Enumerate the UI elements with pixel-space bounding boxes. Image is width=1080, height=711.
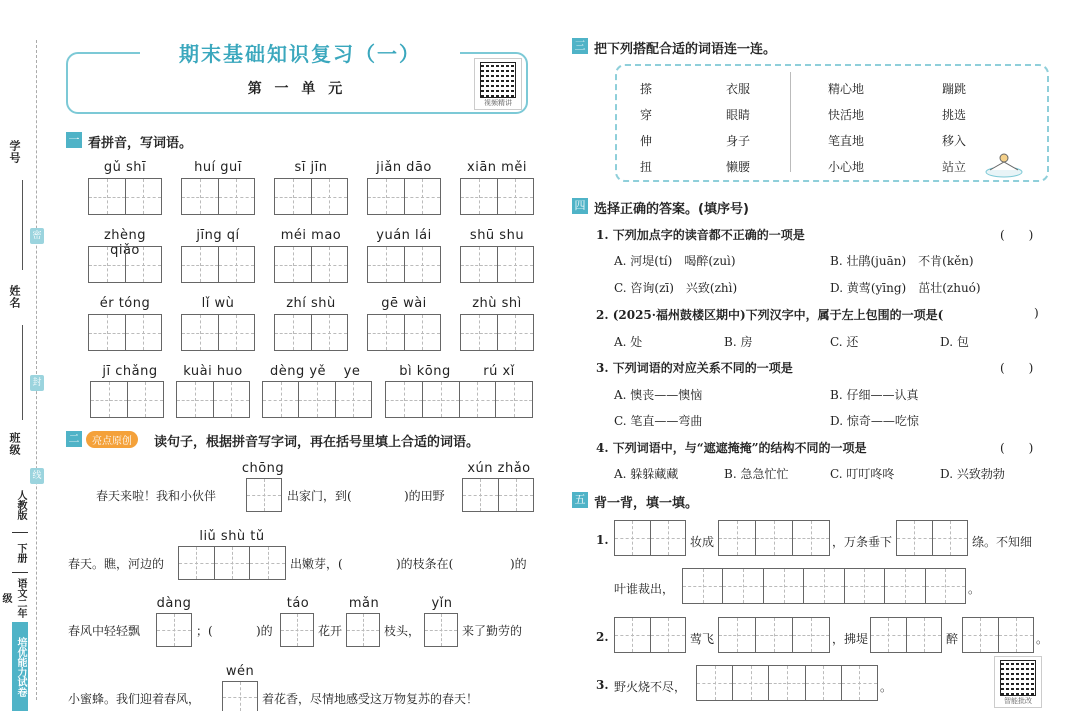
student-id-line: [22, 180, 23, 270]
section-title-1: 看拼音，写词语。: [88, 136, 193, 151]
seal-mark-mid: 封: [30, 375, 44, 391]
writing-grid[interactable]: [682, 568, 966, 604]
sentence-text: )的: [256, 624, 273, 638]
writing-grid[interactable]: [696, 665, 878, 701]
qr-caption-video: 视频精讲: [484, 99, 512, 107]
poem-text: 野火烧不尽，: [614, 680, 687, 694]
pinyin-label: dèng yě: [269, 364, 327, 379]
qr-code-grading[interactable]: [994, 656, 1042, 708]
writing-grid[interactable]: [460, 178, 534, 215]
sentence-text: 春风中轻轻飘: [68, 624, 141, 638]
match-word[interactable]: 懒腰: [726, 160, 751, 174]
sentence-text: )的: [510, 557, 527, 571]
question-stem: 4. 下列词语中，与“遮遮掩掩”的结构不同的一项是: [596, 441, 867, 455]
choice-option[interactable]: A. 懊丧——懊恼: [614, 388, 703, 402]
writing-grid[interactable]: [718, 617, 830, 653]
match-word[interactable]: 站立: [942, 160, 967, 174]
writing-grid[interactable]: [262, 381, 372, 418]
answer-paren[interactable]: ( ): [1000, 361, 1034, 375]
choice-option[interactable]: A. 躲躲藏藏: [614, 467, 679, 481]
pinyin-label: dàng: [156, 596, 192, 611]
poem-text: ，万条垂下: [832, 535, 893, 549]
match-word[interactable]: 快活地: [828, 108, 865, 122]
seal-mark-top: 密: [30, 228, 44, 244]
name-label: 姓名: [8, 285, 21, 309]
edition-tag: 人教版: [12, 480, 28, 530]
name-line: [22, 325, 23, 420]
sentence-text: 来了勤劳的: [462, 624, 523, 638]
match-word[interactable]: 眼睛: [726, 108, 751, 122]
match-word[interactable]: 扭: [640, 160, 653, 174]
choice-option[interactable]: B. 房: [724, 335, 753, 349]
pinyin-label: bì kōng: [399, 364, 451, 379]
writing-grid[interactable]: [870, 617, 942, 653]
sentence-text: 枝头，: [384, 624, 421, 638]
sentence-text: 出嫩芽，(: [290, 557, 343, 571]
match-word[interactable]: 伸: [640, 134, 653, 148]
writing-grid[interactable]: [280, 613, 314, 647]
highlight-tag: 亮点原创: [86, 431, 138, 448]
writing-grid[interactable]: [181, 178, 255, 215]
pinyin-label: chōng: [241, 461, 285, 476]
sentence-text: 花开: [318, 624, 343, 638]
writing-grid[interactable]: [385, 381, 533, 418]
sentence-text: )的枝条在(: [396, 557, 454, 571]
question-stem: 2. (2025·福州鼓楼区期中)下列汉字中，属于左上包围的一项是(: [596, 308, 944, 322]
page-title: 期末基础知识复习（一）: [140, 38, 460, 67]
choice-option[interactable]: A. 处: [614, 335, 643, 349]
question-number: 1.: [596, 533, 609, 547]
poem-text: 。: [968, 582, 981, 596]
writing-grid[interactable]: [460, 246, 534, 283]
match-word[interactable]: 精心地: [828, 82, 865, 96]
poem-text: ，拂堤: [832, 632, 869, 646]
pinyin-label: xún zhǎo: [467, 461, 531, 476]
pinyin-label: gē wài: [381, 296, 427, 311]
pinyin-label: kuài huo: [183, 364, 243, 379]
poem-text: 绦。不知细: [972, 535, 1033, 549]
writing-grid[interactable]: [462, 478, 534, 512]
matching-divider: [790, 72, 791, 172]
pinyin-label: shū shu: [469, 228, 525, 243]
sentence-text: 春天来啦！我和小伙伴: [96, 489, 217, 503]
writing-grid[interactable]: [962, 617, 1034, 653]
pinyin-label: ye: [343, 364, 361, 379]
writing-grid[interactable]: [718, 520, 830, 556]
pinyin-label: zhí shù: [286, 296, 336, 311]
pinyin-label: rú xǐ: [483, 364, 515, 379]
choice-option[interactable]: C. 叮叮咚咚: [830, 467, 895, 481]
section-badge-1: 一: [66, 132, 82, 148]
match-word[interactable]: 移入: [942, 134, 967, 148]
pinyin-label: mǎn: [348, 596, 380, 611]
match-word[interactable]: 身子: [726, 134, 751, 148]
writing-grid[interactable]: [896, 520, 968, 556]
question-stem: 1. 下列加点字的读音都不正确的一项是: [596, 228, 805, 242]
writing-grid[interactable]: [274, 246, 348, 283]
writing-grid[interactable]: [222, 681, 258, 711]
pinyin-label: táo: [286, 596, 310, 611]
match-word[interactable]: 衣服: [726, 82, 751, 96]
writing-grid[interactable]: [614, 617, 686, 653]
pinyin-label: yǐn: [431, 596, 453, 611]
binding-margin: [0, 0, 48, 711]
pinyin-label: zhù shì: [472, 296, 522, 311]
choice-option[interactable]: B. 急急忙忙: [724, 467, 789, 481]
pinyin-label: huí guī: [194, 160, 242, 175]
section-title-4: 选择正确的答案。(填序号): [594, 202, 749, 217]
poem-text: 。: [1036, 632, 1049, 646]
poem-text: 妆成: [690, 535, 715, 549]
pinyin-label: liǔ shù tǔ: [199, 529, 265, 544]
answer-paren[interactable]: ): [1034, 306, 1039, 320]
series-tag: 培优能力试卷: [12, 622, 28, 711]
choice-option[interactable]: D. 包: [940, 335, 969, 349]
writing-grid[interactable]: [88, 246, 162, 283]
match-word[interactable]: 蹦跳: [942, 82, 967, 96]
choice-option[interactable]: D. 兴致勃勃: [940, 467, 1005, 481]
writing-grid[interactable]: [88, 314, 162, 351]
choice-option[interactable]: C. 笔直——弯曲: [614, 414, 703, 428]
qr-code-icon: [480, 62, 516, 98]
writing-grid[interactable]: [246, 478, 282, 512]
match-word[interactable]: 笔直地: [828, 134, 865, 148]
qr-code-icon: [1000, 660, 1036, 696]
sentence-text: 出家门，到(: [287, 489, 352, 503]
poem-text: 。: [880, 680, 893, 694]
sentence-text: 春天。瞧，河边的: [68, 557, 165, 571]
question-number: 2.: [596, 630, 609, 644]
question-stem: 3. 下列词语的对应关系不同的一项是: [596, 361, 793, 375]
pinyin-label: jī chǎng: [102, 364, 158, 379]
writing-grid[interactable]: [367, 178, 441, 215]
section-badge-3: 三: [572, 38, 588, 54]
writing-grid[interactable]: [176, 381, 250, 418]
class-label: 班级: [8, 432, 21, 456]
match-word[interactable]: 小心地: [828, 160, 865, 174]
choice-option[interactable]: D. 惊奇——吃惊: [830, 414, 919, 428]
poem-text: 叶谁裁出，: [614, 582, 675, 596]
seal-mark-bottom: 线: [30, 468, 44, 484]
book-illustration-icon: [984, 150, 1024, 180]
section-badge-5: 五: [572, 492, 588, 508]
writing-grid[interactable]: [156, 613, 192, 647]
poem-text: 莺飞: [690, 632, 715, 646]
writing-grid[interactable]: [614, 520, 686, 556]
qr-code-video[interactable]: [474, 58, 522, 110]
choice-option[interactable]: B. 仔细——认真: [830, 388, 919, 402]
answer-paren[interactable]: ( ): [1000, 441, 1034, 455]
pinyin-label: ér tóng: [99, 296, 151, 311]
grade-subject-tag: 语文二年级: [12, 572, 28, 622]
writing-grid[interactable]: [181, 246, 255, 283]
binding-dashed-line: [36, 40, 37, 700]
volume-tag: 下册: [12, 532, 28, 572]
question-number: 3.: [596, 678, 609, 692]
pinyin-label: gǔ shī: [103, 160, 147, 175]
writing-grid[interactable]: [88, 178, 162, 215]
match-word[interactable]: 挑选: [942, 108, 967, 122]
section-title-5: 背一背，填一填。: [594, 496, 699, 511]
pinyin-label: jīng qí: [196, 228, 240, 243]
match-word[interactable]: 搽: [640, 82, 653, 96]
writing-grid[interactable]: [90, 381, 164, 418]
choice-option[interactable]: D. 黄莺(yīng) 茁壮(zhuó): [830, 281, 981, 295]
section-title-2: 读句子，根据拼音写字词，再在括号里填上合适的词语。: [154, 435, 480, 450]
choice-option[interactable]: C. 还: [830, 335, 859, 349]
writing-grid[interactable]: [367, 314, 441, 351]
match-word[interactable]: 穿: [640, 108, 653, 122]
writing-grid[interactable]: [178, 546, 286, 580]
pinyin-label: yuán lái: [376, 228, 432, 243]
qr-caption-grading: 智能批改: [1004, 697, 1032, 705]
choice-option[interactable]: C. 咨询(zī) 兴致(zhì): [614, 281, 738, 295]
student-id-label: 学号: [8, 140, 21, 164]
pinyin-label: wén: [225, 664, 255, 679]
writing-grid[interactable]: [460, 314, 534, 351]
sentence-text: ；(: [196, 624, 213, 638]
writing-grid[interactable]: [367, 246, 441, 283]
pinyin-label: lǐ wù: [201, 296, 235, 311]
section-badge-4: 四: [572, 198, 588, 214]
pinyin-label: jiǎn dāo: [376, 160, 432, 175]
writing-grid[interactable]: [274, 178, 348, 215]
writing-grid[interactable]: [424, 613, 458, 647]
pinyin-label: xiān měi: [467, 160, 527, 175]
answer-paren[interactable]: ( ): [1000, 228, 1034, 242]
sentence-text: 着花香，尽情地感受这万物复苏的春天！: [262, 692, 479, 706]
pinyin-label: méi mao: [280, 228, 342, 243]
section-title-3: 把下列搭配合适的词语连一连。: [594, 42, 777, 57]
sentence-text: )的田野: [404, 489, 445, 503]
pinyin-label: sī jīn: [294, 160, 328, 175]
choice-option[interactable]: A. 河堤(tí) 喝醉(zuì): [614, 254, 736, 268]
section-badge-2: 二: [66, 431, 82, 447]
sentence-text: 小蜜蜂。我们迎着春风，: [68, 692, 201, 706]
writing-grid[interactable]: [274, 314, 348, 351]
choice-option[interactable]: B. 壮鹃(juān) 不肯(kěn): [830, 254, 974, 268]
poem-text: 醉: [946, 632, 959, 646]
writing-grid[interactable]: [346, 613, 380, 647]
pinyin-label: zhèng qiǎo: [103, 228, 147, 258]
writing-grid[interactable]: [181, 314, 255, 351]
unit-title: 第 一 单 元: [247, 81, 347, 97]
